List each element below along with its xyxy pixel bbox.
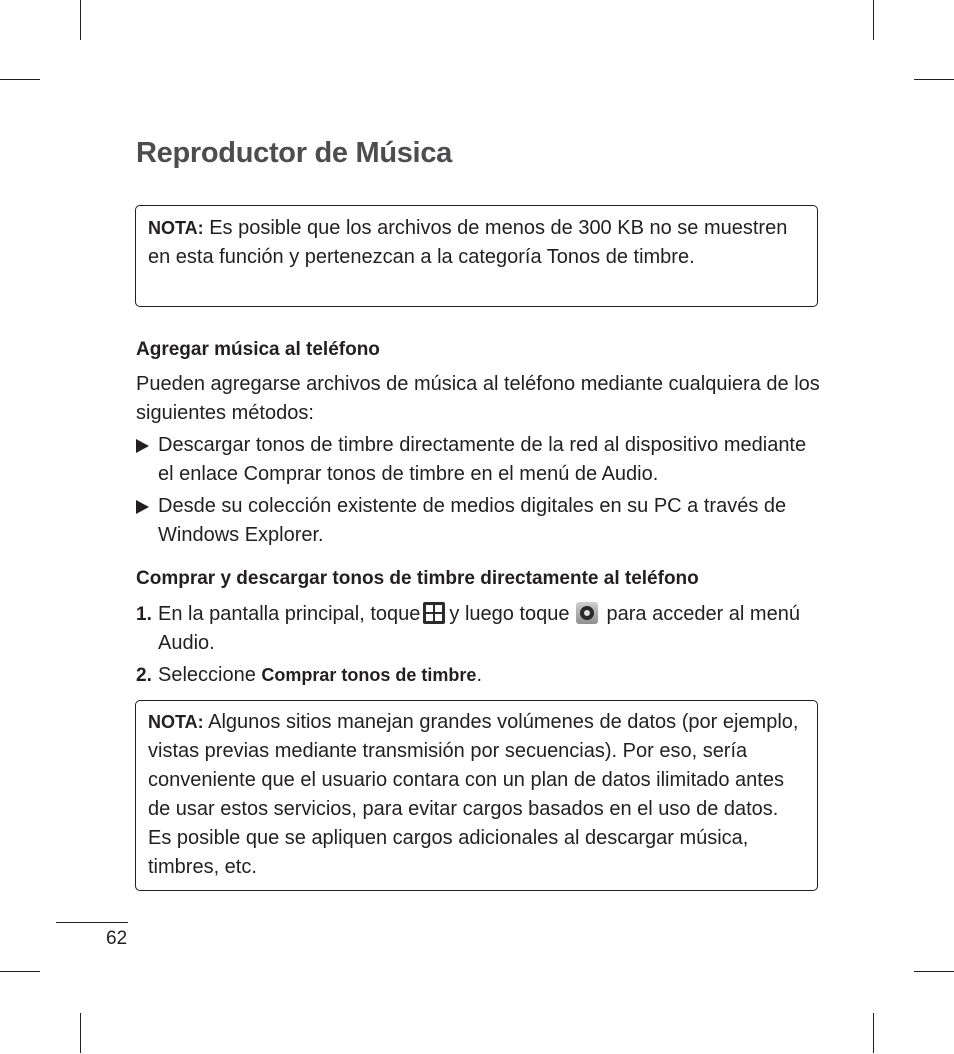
footer-rule bbox=[56, 922, 128, 923]
step-text: y luego toque bbox=[449, 603, 570, 625]
step-item bbox=[136, 600, 820, 658]
note-box-file-size bbox=[135, 205, 818, 307]
note-label: NOTA: bbox=[148, 712, 204, 732]
crop-mark-top-left bbox=[80, 0, 81, 40]
bullet-text: Desde su colección existente de medios digitales en su PC a través de Windows Explorer. bbox=[158, 495, 787, 546]
crop-mark-bottom-right bbox=[873, 1013, 874, 1053]
page-number: 62 bbox=[106, 928, 128, 949]
bullet-arrow-icon bbox=[136, 439, 149, 453]
crop-mark-top-right bbox=[873, 0, 874, 40]
note-box-data-usage bbox=[135, 700, 818, 891]
apps-grid-icon bbox=[423, 602, 445, 624]
bullet-item bbox=[136, 492, 820, 550]
section-heading-add-music: Agregar música al teléfono bbox=[136, 339, 380, 360]
step-text: En la pantalla principal, toque bbox=[158, 603, 421, 625]
bullet-arrow-icon bbox=[136, 500, 149, 514]
crop-mark-right-top bbox=[914, 79, 954, 80]
step-text: . bbox=[476, 664, 482, 686]
crop-mark-right-bottom bbox=[914, 971, 954, 972]
note-label: NOTA: bbox=[148, 218, 204, 238]
bullet-item bbox=[136, 431, 820, 489]
crop-mark-left-bottom bbox=[0, 971, 40, 972]
step-bold-text: Comprar tonos de timbre bbox=[261, 665, 477, 685]
note-text: Es posible que los archivos de menos de 300 KB no se muestren en esta función y pertenezcan a la categoría Tonos de timbre. bbox=[148, 217, 788, 268]
section-heading-buy-ringtones: Comprar y descargar tonos de timbre directamente al teléfono bbox=[136, 568, 699, 589]
crop-mark-bottom-left bbox=[80, 1013, 81, 1053]
bullet-text: Descargar tonos de timbre directamente de la red al dispositivo mediante el enlace Comprar tonos de timbre en el menú de Audio. bbox=[158, 434, 807, 485]
step-text: Seleccione bbox=[158, 664, 262, 686]
page-title: Reproductor de Música bbox=[136, 137, 452, 169]
crop-mark-left-top bbox=[0, 79, 40, 80]
note-text: Algunos sitios manejan grandes volúmenes de datos (por ejemplo, vistas previas mediante transmisión por secuencias). Por eso, sería conveniente que el usuario contara con un plan de datos ilimitado antes de usar estos servicios, para evitar cargos basados en el uso de datos. Es posible que se apliquen cargos adicionales al descargar música, timbres, etc. bbox=[148, 711, 799, 878]
step-text: para acceder al menú Audio. bbox=[158, 603, 800, 654]
section-intro: Pueden agregarse archivos de música al teléfono mediante cualquiera de los siguientes métodos: bbox=[136, 373, 820, 424]
step-item bbox=[136, 661, 820, 690]
step-number: 2. bbox=[136, 665, 152, 686]
music-app-icon bbox=[576, 602, 598, 624]
step-number: 1. bbox=[136, 604, 152, 625]
